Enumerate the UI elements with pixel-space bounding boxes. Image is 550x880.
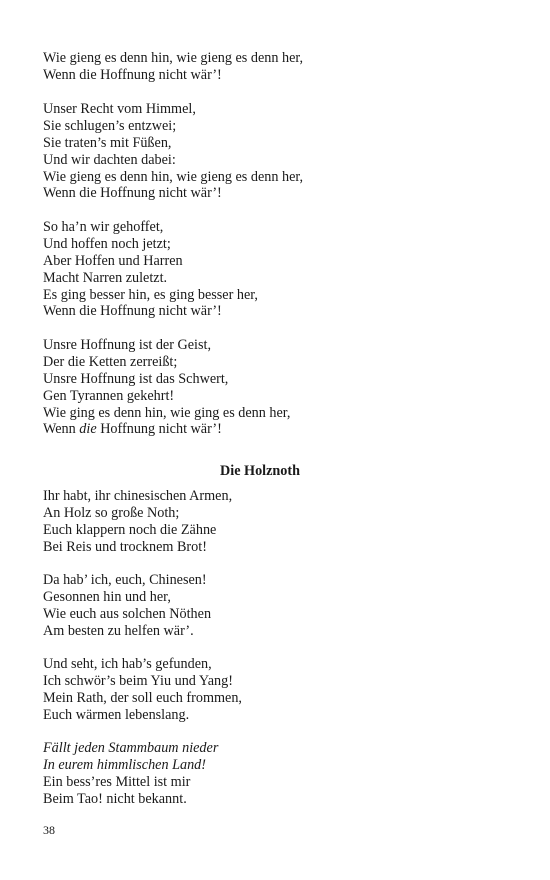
verse-line: Und seht, ich hab’s gefunden, <box>43 656 212 672</box>
verse-line: Sie schlugen’s entzwei; <box>43 117 177 134</box>
verse-text: Wenn <box>43 421 80 438</box>
verse-line: Ein bess’res Mittel ist mir <box>43 773 191 790</box>
verse-line: Gen Tyrannen gekehrt! <box>43 387 175 404</box>
verse-line: An Holz so große Noth; <box>43 504 180 521</box>
verse-line: Euch klappern noch die Zähne <box>43 521 217 538</box>
verse-line: Sie traten’s mit Füßen, <box>43 134 172 151</box>
verse-line: Wie euch aus solchen Nöthen <box>43 605 212 622</box>
verse-line: So ha’n wir gehoffet, <box>43 219 164 235</box>
verse-line: Wie ging es denn hin, wie ging es denn her, <box>43 404 291 421</box>
verse-line: Und hoffen noch jetzt; <box>43 235 171 252</box>
verse-line: Wenn die Hoffnung nicht wär’! <box>43 303 222 320</box>
verse-line: Am besten zu helfen wär’. <box>43 622 194 639</box>
verse-line: Unsre Hoffnung ist der Geist, <box>43 337 211 353</box>
stanza <box>43 337 483 438</box>
emphasized-word: die <box>79 421 97 438</box>
verse-line: Euch wärmen lebenslang. <box>43 706 190 723</box>
verse-line: Wenn die Hoffnung nicht wär’! <box>43 66 222 83</box>
verse-line: Wie gieng es denn hin, wie gieng es denn her, <box>43 168 304 185</box>
verse-line: Unsre Hoffnung ist das Schwert, <box>43 370 229 387</box>
verse-line: Ihr habt, ihr chinesischen Armen, <box>43 488 233 504</box>
verse-line: Fällt jeden Stammbaum nieder <box>43 740 219 756</box>
verse-line: Unser Recht vom Himmel, <box>43 101 196 117</box>
verse-line: Ich schwör’s beim Yiu und Yang! <box>43 672 233 689</box>
stanza <box>43 50 483 84</box>
poem-title: Die Holznoth <box>220 463 300 479</box>
verse-line: Wenn die Hoffnung nicht wär’! <box>43 185 222 202</box>
stanza <box>43 740 483 808</box>
verse-line: Wie gieng es denn hin, wie gieng es denn her, <box>43 50 304 66</box>
stanza <box>43 572 483 640</box>
verse-line: Es ging besser hin, es ging besser her, <box>43 286 258 303</box>
verse-line: Und wir dachten dabei: <box>43 151 176 168</box>
stanza <box>43 488 483 556</box>
verse-line: Gesonnen hin und her, <box>43 588 171 605</box>
verse-line: Da hab’ ich, euch, Chinesen! <box>43 572 207 588</box>
verse-line: Beim Tao! nicht bekannt. <box>43 790 187 807</box>
verse-line: Macht Narren zuletzt. <box>43 269 168 286</box>
stanza <box>43 101 483 202</box>
verse-line: Mein Rath, der soll euch frommen, <box>43 689 242 706</box>
verse-line: Aber Hoffen und Harren <box>43 252 183 269</box>
verse-text: Hoffnung nicht wär’! <box>96 421 222 438</box>
verse-line <box>43 421 483 438</box>
stanza <box>43 656 483 724</box>
verse-line: In eurem himmlischen Land! <box>43 756 206 773</box>
stanza <box>43 219 483 320</box>
page-number: 38 <box>43 823 55 837</box>
verse-line: Der die Ketten zerreißt; <box>43 353 178 370</box>
verse-line: Bei Reis und trocknem Brot! <box>43 538 207 555</box>
